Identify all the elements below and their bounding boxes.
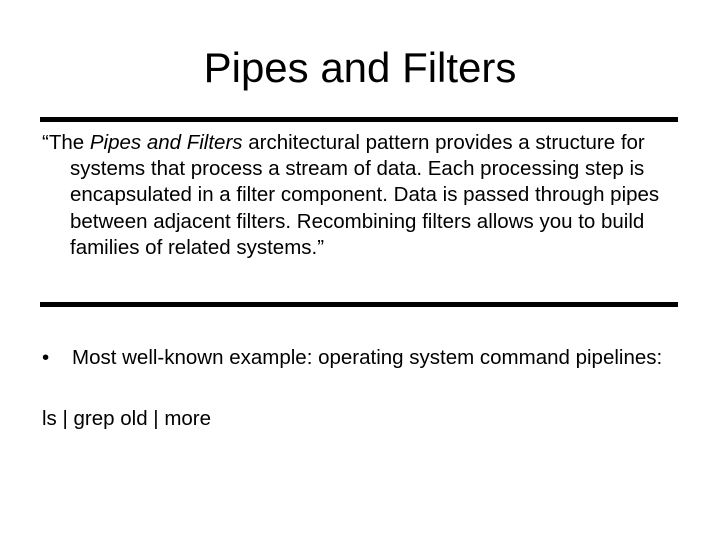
bullet-list bbox=[42, 345, 682, 371]
quote-open: “The bbox=[42, 131, 90, 154]
quote-emphasis: Pipes and Filters bbox=[89, 131, 243, 154]
top-divider bbox=[40, 117, 678, 122]
bullet-marker: • bbox=[42, 346, 50, 369]
bullet-text: Most well-known example: operating system command pipelines: bbox=[72, 346, 663, 369]
bullet-item bbox=[42, 345, 682, 371]
quote-rest: architectural pattern provides a structure for systems that process a stream of data. Each processing step is encapsulated in a filter component. Data is passed through pipes between adjacent filters. Recombining filters allows you to build families of related systems.” bbox=[70, 131, 660, 259]
pattern-quote bbox=[42, 130, 710, 261]
command-example: ls | grep old | more bbox=[42, 407, 212, 430]
slide-title: Pipes and Filters bbox=[203, 44, 517, 91]
bottom-divider bbox=[40, 302, 678, 307]
